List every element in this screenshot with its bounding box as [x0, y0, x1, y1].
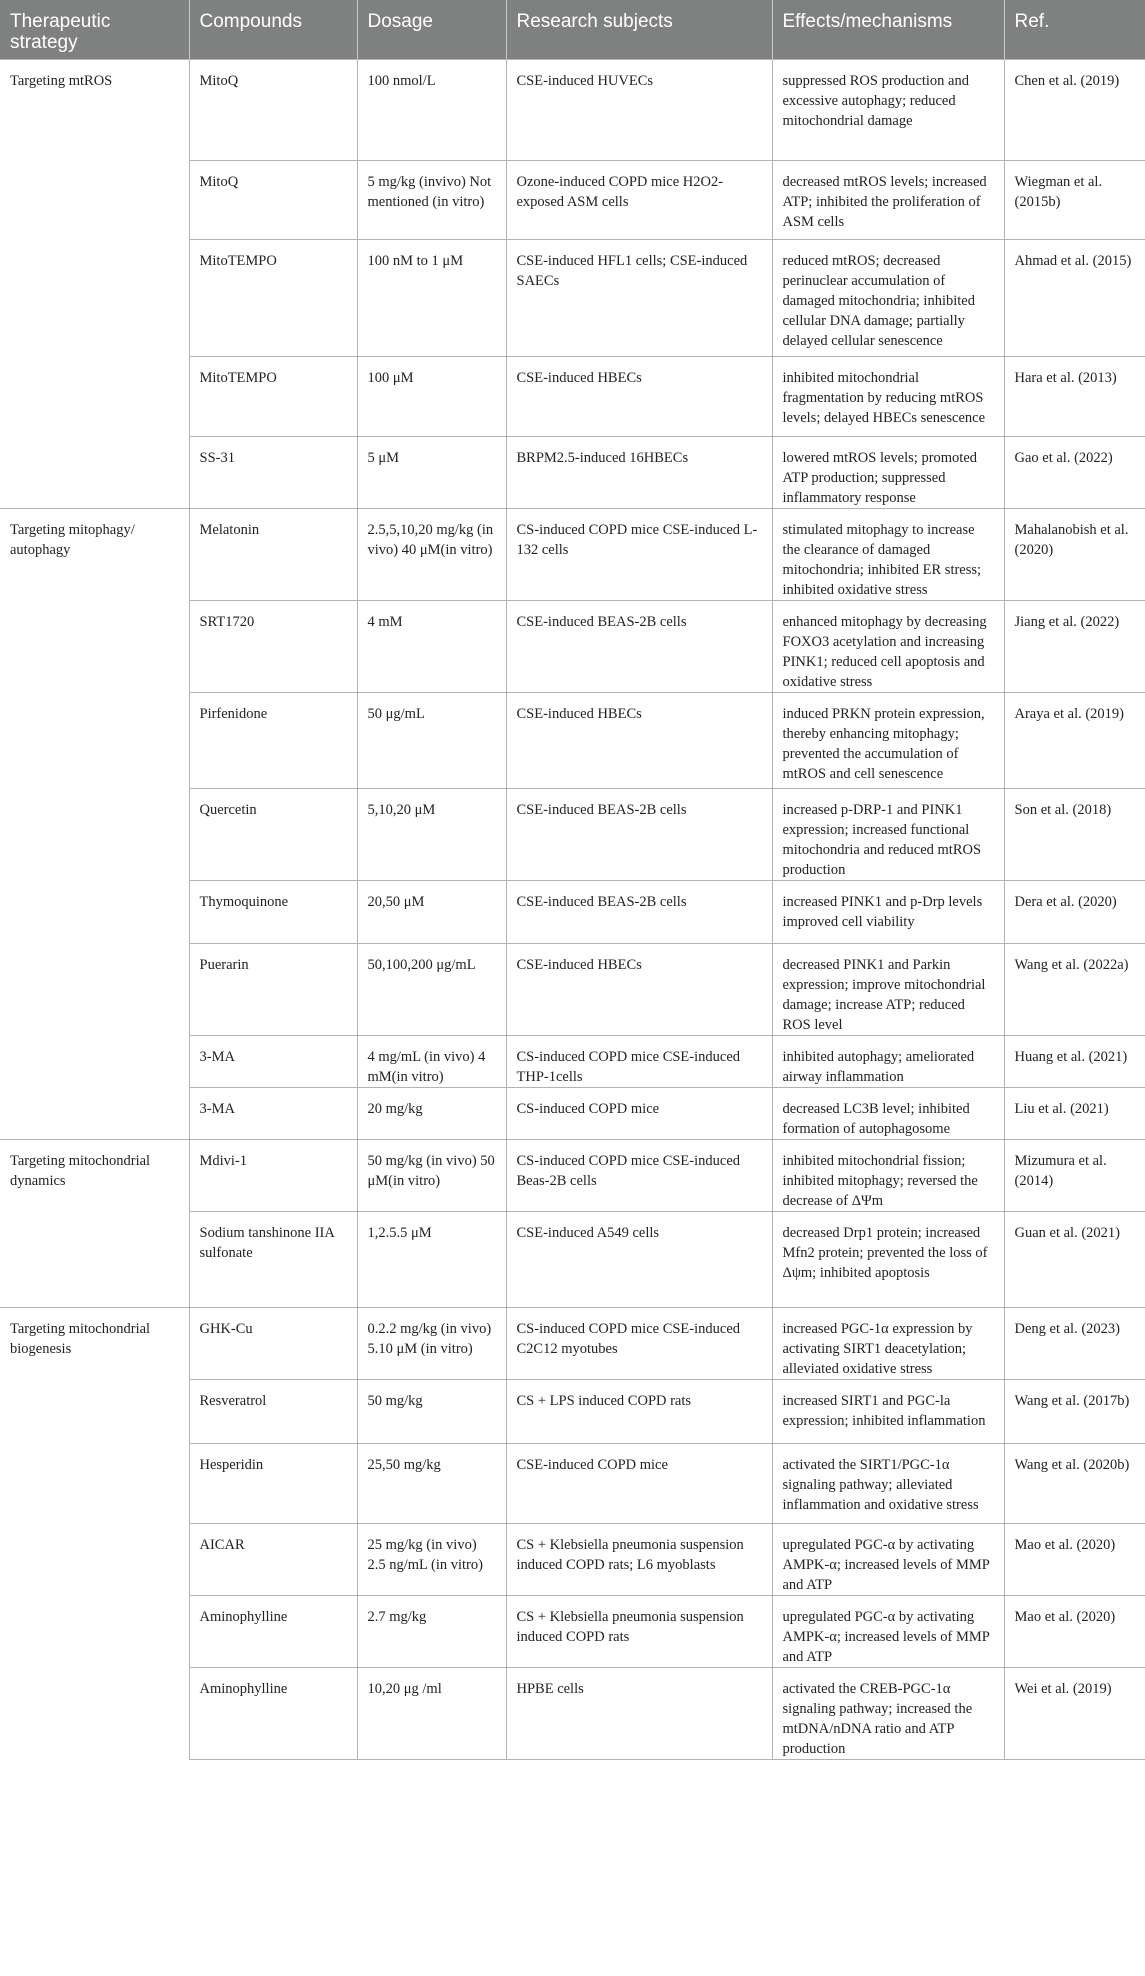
compound-cell: Aminophylline — [189, 1595, 357, 1667]
strategy-cell: Targeting mitophagy/ autophagy — [0, 508, 189, 1139]
effects-cell: inhibited mitochondrial fragmentation by reducing mtROS levels; delayed HBECs senescence — [772, 356, 1004, 436]
effects-cell: enhanced mitophagy by decreasing FOXO3 acetylation and increasing PINK1; reduced cell apoptosis and oxidative stress — [772, 600, 1004, 692]
ref-cell: Mizumura et al. (2014) — [1004, 1139, 1145, 1211]
compound-cell: MitoQ — [189, 160, 357, 239]
header-compounds: Compounds — [189, 0, 357, 59]
dosage-cell: 4 mM — [357, 600, 506, 692]
dosage-cell: 20 mg/kg — [357, 1087, 506, 1139]
ref-cell: Hara et al. (2013) — [1004, 356, 1145, 436]
subjects-cell: CSE-induced BEAS-2B cells — [506, 788, 772, 880]
dosage-cell: 5 μM — [357, 436, 506, 508]
compound-cell: MitoTEMPO — [189, 356, 357, 436]
header-therapeutic-strategy: Therapeutic strategy — [0, 0, 189, 59]
dosage-cell: 4 mg/mL (in vivo) 4 mM(in vitro) — [357, 1035, 506, 1087]
effects-cell: upregulated PGC-α by activating AMPK-α; increased levels of MMP and ATP — [772, 1595, 1004, 1667]
subjects-cell: CS-induced COPD mice CSE-induced L-132 cells — [506, 508, 772, 600]
table-row — [0, 1139, 1145, 1211]
header-research-subjects: Research subjects — [506, 0, 772, 59]
compound-cell: Hesperidin — [189, 1443, 357, 1523]
compound-cell: Puerarin — [189, 943, 357, 1035]
subjects-cell: HPBE cells — [506, 1667, 772, 1759]
effects-cell: lowered mtROS levels; promoted ATP production; suppressed inflammatory response — [772, 436, 1004, 508]
effects-cell: inhibited mitochondrial fission; inhibited mitophagy; reversed the decrease of ΔΨm — [772, 1139, 1004, 1211]
effects-cell: inhibited autophagy; ameliorated airway inflammation — [772, 1035, 1004, 1087]
dosage-cell: 5,10,20 μM — [357, 788, 506, 880]
dosage-cell: 100 μM — [357, 356, 506, 436]
ref-cell: Araya et al. (2019) — [1004, 692, 1145, 788]
ref-cell: Guan et al. (2021) — [1004, 1211, 1145, 1307]
subjects-cell: CS + LPS induced COPD rats — [506, 1379, 772, 1443]
subjects-cell: CSE-induced BEAS-2B cells — [506, 880, 772, 943]
subjects-cell: CSE-induced HBECs — [506, 943, 772, 1035]
dosage-cell: 0.2.2 mg/kg (in vivo) 5.10 μM (in vitro) — [357, 1307, 506, 1379]
compound-cell: SS-31 — [189, 436, 357, 508]
effects-cell: decreased Drp1 protein; increased Mfn2 protein; prevented the loss of Δψm; inhibited apoptosis — [772, 1211, 1004, 1307]
effects-cell: stimulated mitophagy to increase the clearance of damaged mitochondria; inhibited ER stress; inhibited oxidative stress — [772, 508, 1004, 600]
subjects-cell: CSE-induced COPD mice — [506, 1443, 772, 1523]
ref-cell: Wang et al. (2017b) — [1004, 1379, 1145, 1443]
effects-cell: increased PGC-1α expression by activating SIRT1 deacetylation; alleviated oxidative stress — [772, 1307, 1004, 1379]
ref-cell: Mao et al. (2020) — [1004, 1523, 1145, 1595]
table-row — [0, 59, 1145, 160]
effects-cell: increased p-DRP-1 and PINK1 expression; increased functional mitochondria and reduced mtROS production — [772, 788, 1004, 880]
effects-cell: suppressed ROS production and excessive autophagy; reduced mitochondrial damage — [772, 59, 1004, 160]
compound-cell: Pirfenidone — [189, 692, 357, 788]
subjects-cell: CSE-induced HBECs — [506, 692, 772, 788]
compound-cell: Mdivi-1 — [189, 1139, 357, 1211]
effects-cell: induced PRKN protein expression, thereby enhancing mitophagy; prevented the accumulation of mtROS and cell senescence — [772, 692, 1004, 788]
compound-cell: GHK-Cu — [189, 1307, 357, 1379]
compound-cell: 3-MA — [189, 1035, 357, 1087]
effects-cell: decreased LC3B level; inhibited formation of autophagosome — [772, 1087, 1004, 1139]
table-row — [0, 508, 1145, 600]
ref-cell: Son et al. (2018) — [1004, 788, 1145, 880]
ref-cell: Deng et al. (2023) — [1004, 1307, 1145, 1379]
dosage-cell: 50 mg/kg — [357, 1379, 506, 1443]
subjects-cell: BRPM2.5-induced 16HBECs — [506, 436, 772, 508]
dosage-cell: 20,50 μM — [357, 880, 506, 943]
strategy-cell: Targeting mitochondrial biogenesis — [0, 1307, 189, 1759]
subjects-cell: CSE-induced HBECs — [506, 356, 772, 436]
effects-cell: decreased PINK1 and Parkin expression; improve mitochondrial damage; increase ATP; reduced ROS level — [772, 943, 1004, 1035]
header-effects-mechanisms: Effects/mechanisms — [772, 0, 1004, 59]
subjects-cell: CS-induced COPD mice CSE-induced THP-1cells — [506, 1035, 772, 1087]
ref-cell: Wang et al. (2022a) — [1004, 943, 1145, 1035]
dosage-cell: 50,100,200 μg/mL — [357, 943, 506, 1035]
ref-cell: Jiang et al. (2022) — [1004, 600, 1145, 692]
ref-cell: Dera et al. (2020) — [1004, 880, 1145, 943]
compound-cell: AICAR — [189, 1523, 357, 1595]
compound-cell: Aminophylline — [189, 1667, 357, 1759]
compound-cell: Thymoquinone — [189, 880, 357, 943]
ref-cell: Chen et al. (2019) — [1004, 59, 1145, 160]
header-ref: Ref. — [1004, 0, 1145, 59]
subjects-cell: CS-induced COPD mice CSE-induced C2C12 myotubes — [506, 1307, 772, 1379]
subjects-cell: CS + Klebsiella pneumonia suspension induced COPD rats — [506, 1595, 772, 1667]
dosage-cell: 2.5,5,10,20 mg/kg (in vivo) 40 μM(in vitro) — [357, 508, 506, 600]
dosage-cell: 10,20 μg /ml — [357, 1667, 506, 1759]
dosage-cell: 100 nM to 1 μM — [357, 239, 506, 356]
effects-cell: increased SIRT1 and PGC-la expression; inhibited inflammation — [772, 1379, 1004, 1443]
dosage-cell: 100 nmol/L — [357, 59, 506, 160]
compound-cell: MitoQ — [189, 59, 357, 160]
effects-cell: increased PINK1 and p-Drp levels improved cell viability — [772, 880, 1004, 943]
effects-cell: reduced mtROS; decreased perinuclear accumulation of damaged mitochondria; inhibited cellular DNA damage; partially delayed cellular senescence — [772, 239, 1004, 356]
subjects-cell: CS-induced COPD mice CSE-induced Beas-2B cells — [506, 1139, 772, 1211]
subjects-cell: Ozone-induced COPD mice H2O2-exposed ASM cells — [506, 160, 772, 239]
compound-cell: Sodium tanshinone IIA sulfonate — [189, 1211, 357, 1307]
ref-cell: Wang et al. (2020b) — [1004, 1443, 1145, 1523]
header-dosage: Dosage — [357, 0, 506, 59]
dosage-cell: 25,50 mg/kg — [357, 1443, 506, 1523]
dosage-cell: 1,2.5.5 μM — [357, 1211, 506, 1307]
ref-cell: Wei et al. (2019) — [1004, 1667, 1145, 1759]
subjects-cell: CSE-induced HUVECs — [506, 59, 772, 160]
effects-cell: upregulated PGC-α by activating AMPK-α; increased levels of MMP and ATP — [772, 1523, 1004, 1595]
ref-cell: Ahmad et al. (2015) — [1004, 239, 1145, 356]
ref-cell: Mahalanobish et al. (2020) — [1004, 508, 1145, 600]
subjects-cell: CS-induced COPD mice — [506, 1087, 772, 1139]
dosage-cell: 50 mg/kg (in vivo) 50 μM(in vitro) — [357, 1139, 506, 1211]
ref-cell: Liu et al. (2021) — [1004, 1087, 1145, 1139]
compound-cell: SRT1720 — [189, 600, 357, 692]
dosage-cell: 50 μg/mL — [357, 692, 506, 788]
ref-cell: Huang et al. (2021) — [1004, 1035, 1145, 1087]
dosage-cell: 5 mg/kg (invivo) Not mentioned (in vitro) — [357, 160, 506, 239]
effects-cell: activated the CREB-PGC-1α signaling pathway; increased the mtDNA/nDNA ratio and ATP production — [772, 1667, 1004, 1759]
ref-cell: Mao et al. (2020) — [1004, 1595, 1145, 1667]
ref-cell: Wiegman et al. (2015b) — [1004, 160, 1145, 239]
effects-cell: decreased mtROS levels; increased ATP; inhibited the proliferation of ASM cells — [772, 160, 1004, 239]
ref-cell: Gao et al. (2022) — [1004, 436, 1145, 508]
compound-cell: 3-MA — [189, 1087, 357, 1139]
compound-cell: Melatonin — [189, 508, 357, 600]
compound-cell: Resveratrol — [189, 1379, 357, 1443]
subjects-cell: CSE-induced A549 cells — [506, 1211, 772, 1307]
dosage-cell: 2.7 mg/kg — [357, 1595, 506, 1667]
strategy-cell: Targeting mitochondrial dynamics — [0, 1139, 189, 1307]
table-row — [0, 1307, 1145, 1379]
strategy-cell: Targeting mtROS — [0, 59, 189, 508]
header-row — [0, 0, 1145, 59]
dosage-cell: 25 mg/kg (in vivo) 2.5 ng/mL (in vitro) — [357, 1523, 506, 1595]
subjects-cell: CS + Klebsiella pneumonia suspension induced COPD rats; L6 myoblasts — [506, 1523, 772, 1595]
compound-cell: MitoTEMPO — [189, 239, 357, 356]
subjects-cell: CSE-induced HFL1 cells; CSE-induced SAECs — [506, 239, 772, 356]
subjects-cell: CSE-induced BEAS-2B cells — [506, 600, 772, 692]
effects-cell: activated the SIRT1/PGC-1α signaling pathway; alleviated inflammation and oxidative stress — [772, 1443, 1004, 1523]
compound-cell: Quercetin — [189, 788, 357, 880]
